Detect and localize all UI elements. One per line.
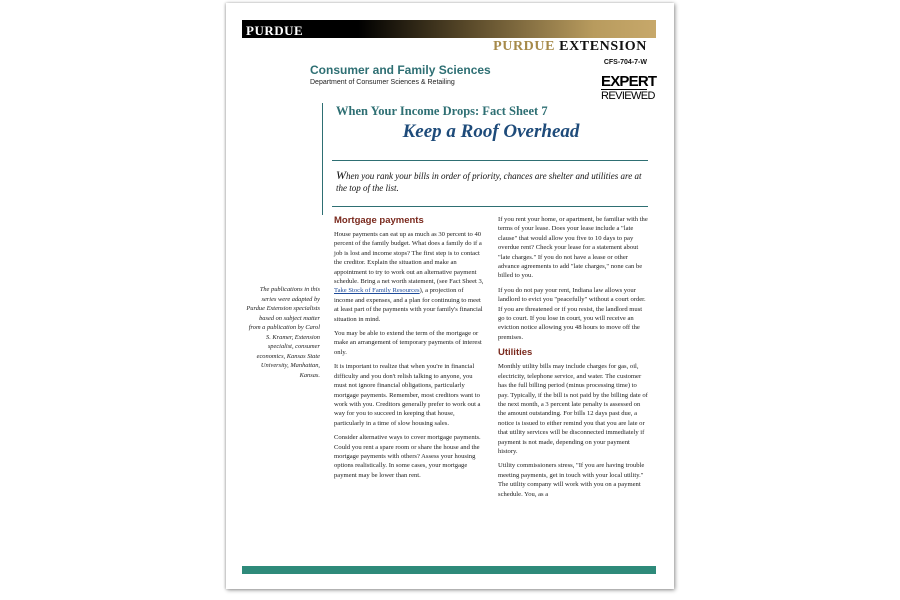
utilities-paragraph-1: Monthly utility bills may include charges for gas, oil, electricity, telephone service, and water. The customer has the full billing period (minus processing time) to pay. Typically, if the bill is not paid by the billing date of the next month, a 3 percent late penalty is assessed on the amount outstanding. For bills 12 days past due, a notice is issued to either remind you that you are late or that utility services will be disconnected immediately if payment is not made, depending on your payment history. xyxy=(498,363,648,455)
expert-reviewed-badge xyxy=(601,73,657,102)
purdue-extension-title xyxy=(493,39,647,55)
document-page xyxy=(226,3,674,589)
department-title: Consumer and Family Sciences xyxy=(310,63,491,77)
main-title: Keep a Roof Overhead xyxy=(402,121,580,142)
mortgage-p1-after: ), a projection of income and expenses, and a plan for continuing to meet at least part of the payments with your family's financial situation in mind. xyxy=(334,287,483,323)
extension-black-word: EXTENSION xyxy=(559,39,647,54)
logo-name: PURDUE xyxy=(246,23,304,38)
mortgage-heading: Mortgage payments xyxy=(334,215,424,226)
intro-text xyxy=(336,169,644,194)
logo-sub: UNIVERSITY xyxy=(248,38,288,43)
purdue-logo xyxy=(246,24,316,48)
utilities-paragraph-2: Utility commissioners stress, "If you are having trouble meeting payments, get in touch with your local utility." The utility company will work with you on a payment schedule. You, as a xyxy=(498,462,645,498)
rent-paragraph-2: If you do not pay your rent, Indiana law allows your landlord to evict you "peacefully" without a court order. If you are threatened or if you resist, the landlord must go to court. If you lose in court, you will receive an eviction notice allowing you 48 hours to move off the premises. xyxy=(498,286,646,341)
mortgage-paragraph-1 xyxy=(334,230,484,324)
mortgage-p1-before: House payments can eat up as much as 30 percent to 40 percent of the family budget. What does a family do if a job is lost and income stops? The first step is to contact the creditor. Explain the situation and make an appointment to try to work out an alternative payment schedule. Bring a net worth statement, (see Fact Sheet 3, xyxy=(334,231,484,286)
mortgage-paragraph-2: You may be able to extend the term of the mortgage or make an arrangement of temporary payments of interest only. xyxy=(334,330,482,356)
mortgage-paragraph-4: Consider alternative ways to cover mortgage payments. Could you rent a spare room or share the house and the mortgage payments with others? Assess your housing options realistically. In some cases, your mortgage payment may be lower than rent. xyxy=(334,434,481,479)
vertical-rule xyxy=(322,103,323,215)
mortgage-paragraph-3: It is important to realize that when you're in financial difficulty and you don't relish talking to anyone, you must not ignore financial obligations, particularly mortgage payments. Remember, most creditors want to work with you. Creditors generally prefer to work out a way for you to succeed in keeping that house, particularly in a time of slow housing sales. xyxy=(334,363,481,427)
department-subtitle: Department of Consumer Sciences & Retailing xyxy=(310,79,455,86)
sidebar-note: The publications in this series were adapted by Purdue Extension specialists based on subject matter from a publication by Carol S. Kramer, Extension specialist, consumer economics, Kansas State University, Manhattan, Kansas. xyxy=(246,286,320,379)
extension-gold-word: PURDUE xyxy=(493,39,556,54)
rent-paragraph-1: If you rent your home, or apartment, be familiar with the terms of your lease. Does your lease include a "late clause" that would allow you five to 10 days to pay overdue rent? Check your lease for a statement about "late charges." If you do not have a lease or other advance agreements to add "late charges," none can be billed to you. xyxy=(498,216,648,280)
expert-badge-bottom: REVIEWED xyxy=(601,90,655,102)
intro-drop-letter: W xyxy=(336,168,346,182)
intro-body: hen you rank your bills in order of priority, chances are shelter and utilities are at the top of the list. xyxy=(336,171,642,193)
footer-bar xyxy=(242,566,656,574)
left-column xyxy=(334,215,484,485)
series-title: When Your Income Drops: Fact Sheet 7 xyxy=(336,104,548,118)
utilities-heading: Utilities xyxy=(498,347,533,359)
expert-badge-top: EXPERT xyxy=(601,73,657,90)
bottom-divider xyxy=(332,206,648,207)
publication-code: CFS-704-7-W xyxy=(603,59,647,66)
right-column xyxy=(498,215,648,504)
fact-sheet-3-link[interactable]: Take Stock of Family Resources xyxy=(334,287,420,295)
top-divider xyxy=(332,160,648,161)
